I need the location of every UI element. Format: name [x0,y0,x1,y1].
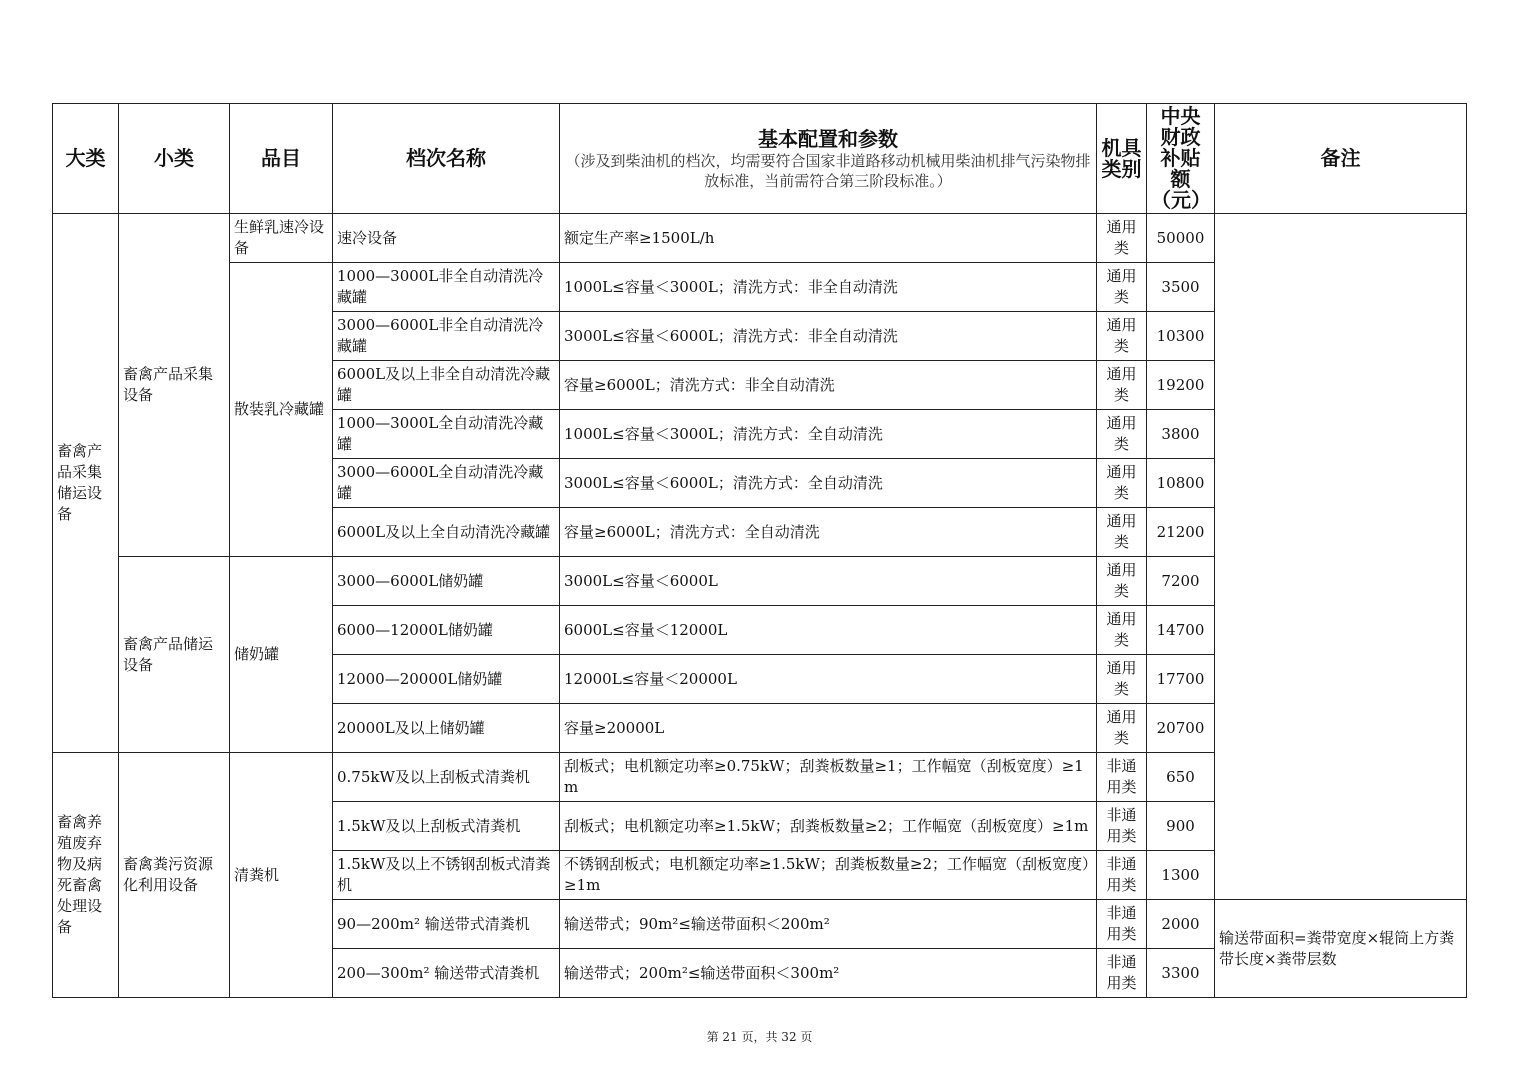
subsidy-cell: 650 [1147,753,1215,802]
subsidy-table [52,103,1467,998]
subsidy-cell: 20700 [1147,704,1215,753]
grade-name-cell: 1000—3000L全自动清洗冷藏罐 [333,410,560,459]
remarks-cell [1215,214,1467,900]
machine-type-cell: 通用类 [1097,214,1147,263]
subsidy-cell: 50000 [1147,214,1215,263]
table-row [53,214,1467,263]
machine-type-cell: 通用类 [1097,459,1147,508]
config-cell: 1000L≤容量＜3000L；清洗方式：全自动清洗 [560,410,1097,459]
grade-name-cell: 90—200m² 输送带式清粪机 [333,900,560,949]
header-major-category: 大类 [53,104,119,214]
grade-name-cell: 6000L及以上全自动清洗冷藏罐 [333,508,560,557]
subsidy-cell: 3300 [1147,949,1215,998]
header-config [560,104,1097,214]
page-footer: 第 21 页，共 32 页 [706,1030,813,1044]
machine-type-cell: 非通用类 [1097,900,1147,949]
machine-type-cell: 通用类 [1097,704,1147,753]
grade-name-cell: 1000—3000L非全自动清洗冷藏罐 [333,263,560,312]
subsidy-cell: 7200 [1147,557,1215,606]
subsidy-cell: 21200 [1147,508,1215,557]
item-cell: 清粪机 [230,753,333,998]
minor-category-cell: 畜禽粪污资源化利用设备 [119,753,230,998]
item-cell: 散装乳冷藏罐 [230,263,333,557]
grade-name-cell: 20000L及以上储奶罐 [333,704,560,753]
grade-name-cell: 1.5kW及以上不锈钢刮板式清粪机 [333,851,560,900]
config-cell: 6000L≤容量＜12000L [560,606,1097,655]
subsidy-cell: 900 [1147,802,1215,851]
subsidy-cell: 14700 [1147,606,1215,655]
header-config-title: 基本配置和参数 [758,126,898,151]
config-cell: 3000L≤容量＜6000L；清洗方式：全自动清洗 [560,459,1097,508]
minor-category-cell: 畜禽产品采集设备 [119,214,230,557]
config-cell: 刮板式；电机额定功率≥1.5kW；刮粪板数量≥2；工作幅宽（刮板宽度）≥1m [560,802,1097,851]
grade-name-cell: 1.5kW及以上刮板式清粪机 [333,802,560,851]
grade-name-cell: 6000L及以上非全自动清洗冷藏罐 [333,361,560,410]
config-cell: 不锈钢刮板式；电机额定功率≥1.5kW；刮粪板数量≥2；工作幅宽（刮板宽度）≥1m [560,851,1097,900]
header-row [53,104,1467,214]
config-cell: 输送带式；200m²≤输送带面积＜300m² [560,949,1097,998]
config-cell: 3000L≤容量＜6000L [560,557,1097,606]
header-remarks: 备注 [1215,104,1467,214]
grade-name-cell: 200—300m² 输送带式清粪机 [333,949,560,998]
config-cell: 容量≥6000L；清洗方式：非全自动清洗 [560,361,1097,410]
grade-name-cell: 3000—6000L储奶罐 [333,557,560,606]
item-cell: 储奶罐 [230,557,333,753]
machine-type-cell: 通用类 [1097,361,1147,410]
config-cell: 额定生产率≥1500L/h [560,214,1097,263]
major-category-cell: 畜禽养殖废弃物及病死畜禽处理设备 [53,753,119,998]
config-cell: 12000L≤容量＜20000L [560,655,1097,704]
config-cell: 1000L≤容量＜3000L；清洗方式：非全自动清洗 [560,263,1097,312]
subsidy-cell: 2000 [1147,900,1215,949]
grade-name-cell: 12000—20000L储奶罐 [333,655,560,704]
header-grade-name: 档次名称 [333,104,560,214]
config-cell: 容量≥6000L；清洗方式：全自动清洗 [560,508,1097,557]
subsidy-cell: 10800 [1147,459,1215,508]
subsidy-cell: 3800 [1147,410,1215,459]
subsidy-cell: 17700 [1147,655,1215,704]
header-machine-type: 机具类别 [1097,104,1147,214]
grade-name-cell: 3000—6000L非全自动清洗冷藏罐 [333,312,560,361]
machine-type-cell: 非通用类 [1097,949,1147,998]
machine-type-cell: 通用类 [1097,557,1147,606]
minor-category-cell: 畜禽产品储运设备 [119,557,230,753]
machine-type-cell: 非通用类 [1097,851,1147,900]
machine-type-cell: 通用类 [1097,410,1147,459]
config-cell: 刮板式；电机额定功率≥0.75kW；刮粪板数量≥1；工作幅宽（刮板宽度）≥1m [560,753,1097,802]
config-cell: 容量≥20000L [560,704,1097,753]
grade-name-cell: 3000—6000L全自动清洗冷藏罐 [333,459,560,508]
header-item: 品目 [230,104,333,214]
config-cell: 3000L≤容量＜6000L；清洗方式：非全自动清洗 [560,312,1097,361]
grade-name-cell: 0.75kW及以上刮板式清粪机 [333,753,560,802]
machine-type-cell: 通用类 [1097,508,1147,557]
major-category-cell: 畜禽产品采集储运设备 [53,214,119,753]
machine-type-cell: 非通用类 [1097,802,1147,851]
machine-type-cell: 非通用类 [1097,753,1147,802]
header-config-note: （涉及到柴油机的档次，均需要符合国家非道路移动机械用柴油机排气污染物排放标准，当前需符合第三阶段标准。） [565,151,1091,190]
machine-type-cell: 通用类 [1097,263,1147,312]
machine-type-cell: 通用类 [1097,655,1147,704]
machine-type-cell: 通用类 [1097,606,1147,655]
machine-type-cell: 通用类 [1097,312,1147,361]
header-minor-category: 小类 [119,104,230,214]
config-cell: 输送带式；90m²≤输送带面积＜200m² [560,900,1097,949]
subsidy-cell: 19200 [1147,361,1215,410]
grade-name-cell: 速冷设备 [333,214,560,263]
grade-name-cell: 6000—12000L储奶罐 [333,606,560,655]
header-subsidy: 中央财政补贴额（元） [1147,104,1215,214]
subsidy-cell: 3500 [1147,263,1215,312]
subsidy-cell: 1300 [1147,851,1215,900]
item-cell: 生鲜乳速冷设备 [230,214,333,263]
subsidy-cell: 10300 [1147,312,1215,361]
remarks-cell: 输送带面积=粪带宽度×辊筒上方粪带长度×粪带层数 [1215,900,1467,998]
